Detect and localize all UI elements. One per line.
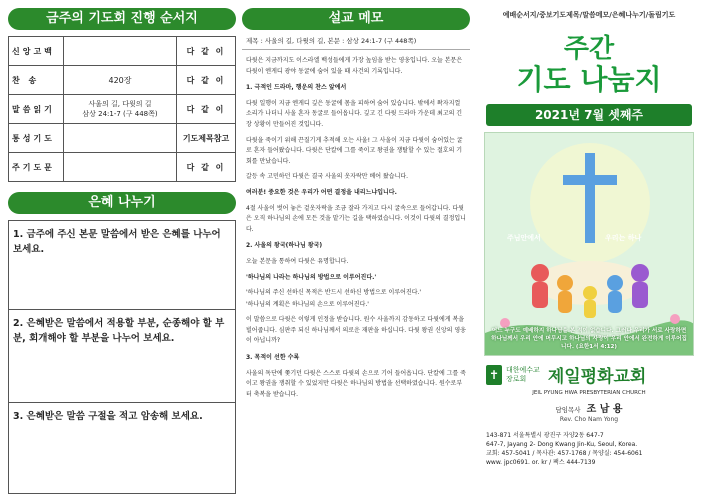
illustration-art [485, 133, 694, 355]
grace-item: 3. 은혜받은 말씀 구절을 적고 암송해 보세요. [13, 411, 203, 422]
sermon-paragraph: 이 말씀으로 다윗은 이렇게 인정을 받습니다. 원수 사울까지 감동하고 다윗에게 복을 빌어줍니다. 심판주 되신 하나님께서 의로운 재판을 하십니다. 다윗 왕권 신앙의 영웅이 아닙니까? [246, 316, 466, 345]
order-who: 다 같 이 [177, 66, 236, 95]
category-line: 예배순서지/중보기도제목/말씀메모/은혜나누기/돌림기도 [502, 11, 676, 19]
sermon-paragraph: 4절 사울이 벗어 놓은 겉옷자락을 조금 잘라 가지고 다시 굴속으로 들어갑니다. 다윗은 오직 하나님의 손에 모든 것을 맡기는 길을 택하였습니다. 이것이 다윗의 결정입니다. [246, 204, 466, 233]
right-panel [476, 8, 702, 494]
pastor-romanized: Rev. Cho Nam Yong [559, 416, 619, 423]
order-who: 다 같 이 [177, 37, 236, 66]
order-row [9, 37, 236, 66]
order-label: 통성기도 [9, 124, 64, 153]
order-label: 신앙고백 [9, 37, 64, 66]
cover-illustration [484, 132, 694, 356]
sermon-heading: 2. 사울의 왕국(하나님 왕국) [246, 242, 323, 250]
address-korean: 143-871 서울특별시 광진구 자양2동 647-7 [486, 432, 604, 439]
left-panel [8, 8, 236, 494]
website-fax: www. jpc0691. or. kr / 팩스 444-7139 [486, 459, 596, 466]
sermon-quote: '하나님의 나라는 하나님의 방법으로 이루어진다.' [246, 273, 377, 281]
sermon-emphasis: 여러분! 중요한 것은 우리가 어떤 결정을 내리느냐입니다. [246, 188, 397, 196]
order-row [9, 95, 236, 124]
sermon-paragraph: 다윗은 지금까지도 이스라엘 백성들에게 가장 높임을 받는 영웅입니다. 오늘 본문은 다윗이 엔게디 광야 동굴에 숨어 있을 때 사건의 기록입니다. [246, 57, 463, 75]
sermon-heading: 1. 극적인 드라마, 행운의 찬스 앞에서 [246, 84, 347, 92]
grace-item: 2. 은혜받은 말씀에서 적용할 부분, 순종해야 할 부분, 회개해야 할 부분을 나누어 보세요. [9, 310, 235, 403]
sermon-reference: 제목 : 사울의 길, 다윗의 길, 본문 : 삼상 24:1-7 (구 448쪽) [242, 30, 470, 50]
order-who: 기도제목참고 [177, 124, 236, 153]
order-mid [64, 153, 177, 182]
grace-item: 1. 금주에 주신 본문 말씀에서 받은 은혜를 나누어 보세요. [9, 221, 235, 310]
order-table [8, 36, 236, 182]
sermon-paragraph: 다윗을 죽이기 위해 끈질기게 추적해 오는 사울! 그 사울이 지금 다윗이 숨어있는 굴로 혼자 들어왔습니다. 다윗은 단칼에 그를 죽이고 왕권을 쟁탈할 수 있는 절호의 기회를 만났습니다. [246, 136, 463, 165]
sermon-quote: '하나님의 계획은 하나님의 손으로 이루어진다.' [246, 300, 369, 308]
order-label: 주기도문 [9, 153, 64, 182]
sermon-paragraph: 오늘 본문을 통하여 다윗은 유명합니다. [246, 257, 349, 265]
sermon-paragraph: 다윗 일행이 지금 엔게디 깊은 동굴에 몸을 피하여 숨어 있습니다. 밖에서 왁자지껄 소리가 나더니 사울 혼자 동굴로 들어옵니다. 깊고 긴 다윗 드라마 가운데 최고의 긴장 상황이 만들어진 것입니다. [246, 99, 463, 128]
order-label: 찬 송 [9, 66, 64, 95]
order-mid [64, 124, 177, 153]
sermon-quote: '하나님의 주신 선하신 목적은 반드시 선하신 방법으로 이루어진다.' [246, 289, 422, 297]
pastor-label: 담임목사 [555, 406, 581, 414]
art-caption-left: 주님안에서 [507, 234, 541, 242]
order-title: 금주의 기도회 진행 순서지 [8, 8, 236, 30]
order-mid: 사울의 길, 다윗의 길 삼상 24:1-7 (구 448쪽) [64, 95, 177, 124]
phone-numbers: 교회: 457-5041 / 목사관: 457-1768 / 목양실: 454-6061 [486, 450, 643, 457]
church-association: 대한예수교 장로회 [506, 365, 540, 383]
cross-logo-icon: ✝ [486, 365, 502, 385]
church-header [486, 362, 692, 387]
title-line2: 기도 나눔지 [516, 63, 662, 96]
pastor-name: 조 남 용 [586, 404, 623, 415]
title-line1: 주간 [563, 34, 615, 64]
church-name: 제일평화교회 [547, 367, 647, 387]
week-banner: 2021년 7월 셋째주 [486, 104, 692, 126]
contact-info [476, 429, 702, 469]
art-verse: 어느 누구도 예배하지 하나님을 본 적이 없습니다. 그러나 우리가 서로 사랑하면 하나님께서 우리 안에 머무시고 하나님의 사랑이 우리 안에서 완전하게 이루어집니다. (요한1서 4:12) [491, 328, 687, 350]
sermon-memo-title: 설교 메모 [242, 8, 470, 30]
order-row [9, 153, 236, 182]
pastor-line [476, 400, 702, 415]
address-english: 647-7, Jayang 2- Dong Kwang Jin-Ku, Seoul, Korea. [486, 441, 638, 448]
order-who: 다 같 이 [177, 95, 236, 124]
order-row [9, 66, 236, 95]
grace-title: 은혜 나누기 [8, 192, 236, 214]
church-english-name: JEIL PYUNG HWA PRESBYTERIAN CHURCH [532, 390, 646, 396]
order-row [9, 124, 236, 153]
order-label: 말씀읽기 [9, 95, 64, 124]
sermon-paragraph: 사울의 독단에 쫓기던 다윗은 스스로 다윗의 손으로 기어 들어옵니다. 단칼에 그를 죽이고 왕권을 쟁취할 수 있었지만 다윗은 하나님의 방법을 선택하였습니다. 원수로부터 축복을 받습니다. [246, 369, 466, 398]
sermon-body [242, 56, 470, 400]
sermon-heading: 3. 목적이 선한 수록 [246, 354, 300, 362]
order-mid [64, 37, 177, 66]
grace-box [8, 220, 236, 494]
sermon-paragraph: 갈등 속 고민하던 다윗은 결국 사울의 옷자락만 베어 왔습니다. [246, 173, 409, 181]
art-caption-right: 우리는 하나 [605, 234, 642, 242]
order-mid: 420장 [64, 66, 177, 95]
order-who: 다 같 이 [177, 153, 236, 182]
middle-panel [242, 8, 470, 494]
